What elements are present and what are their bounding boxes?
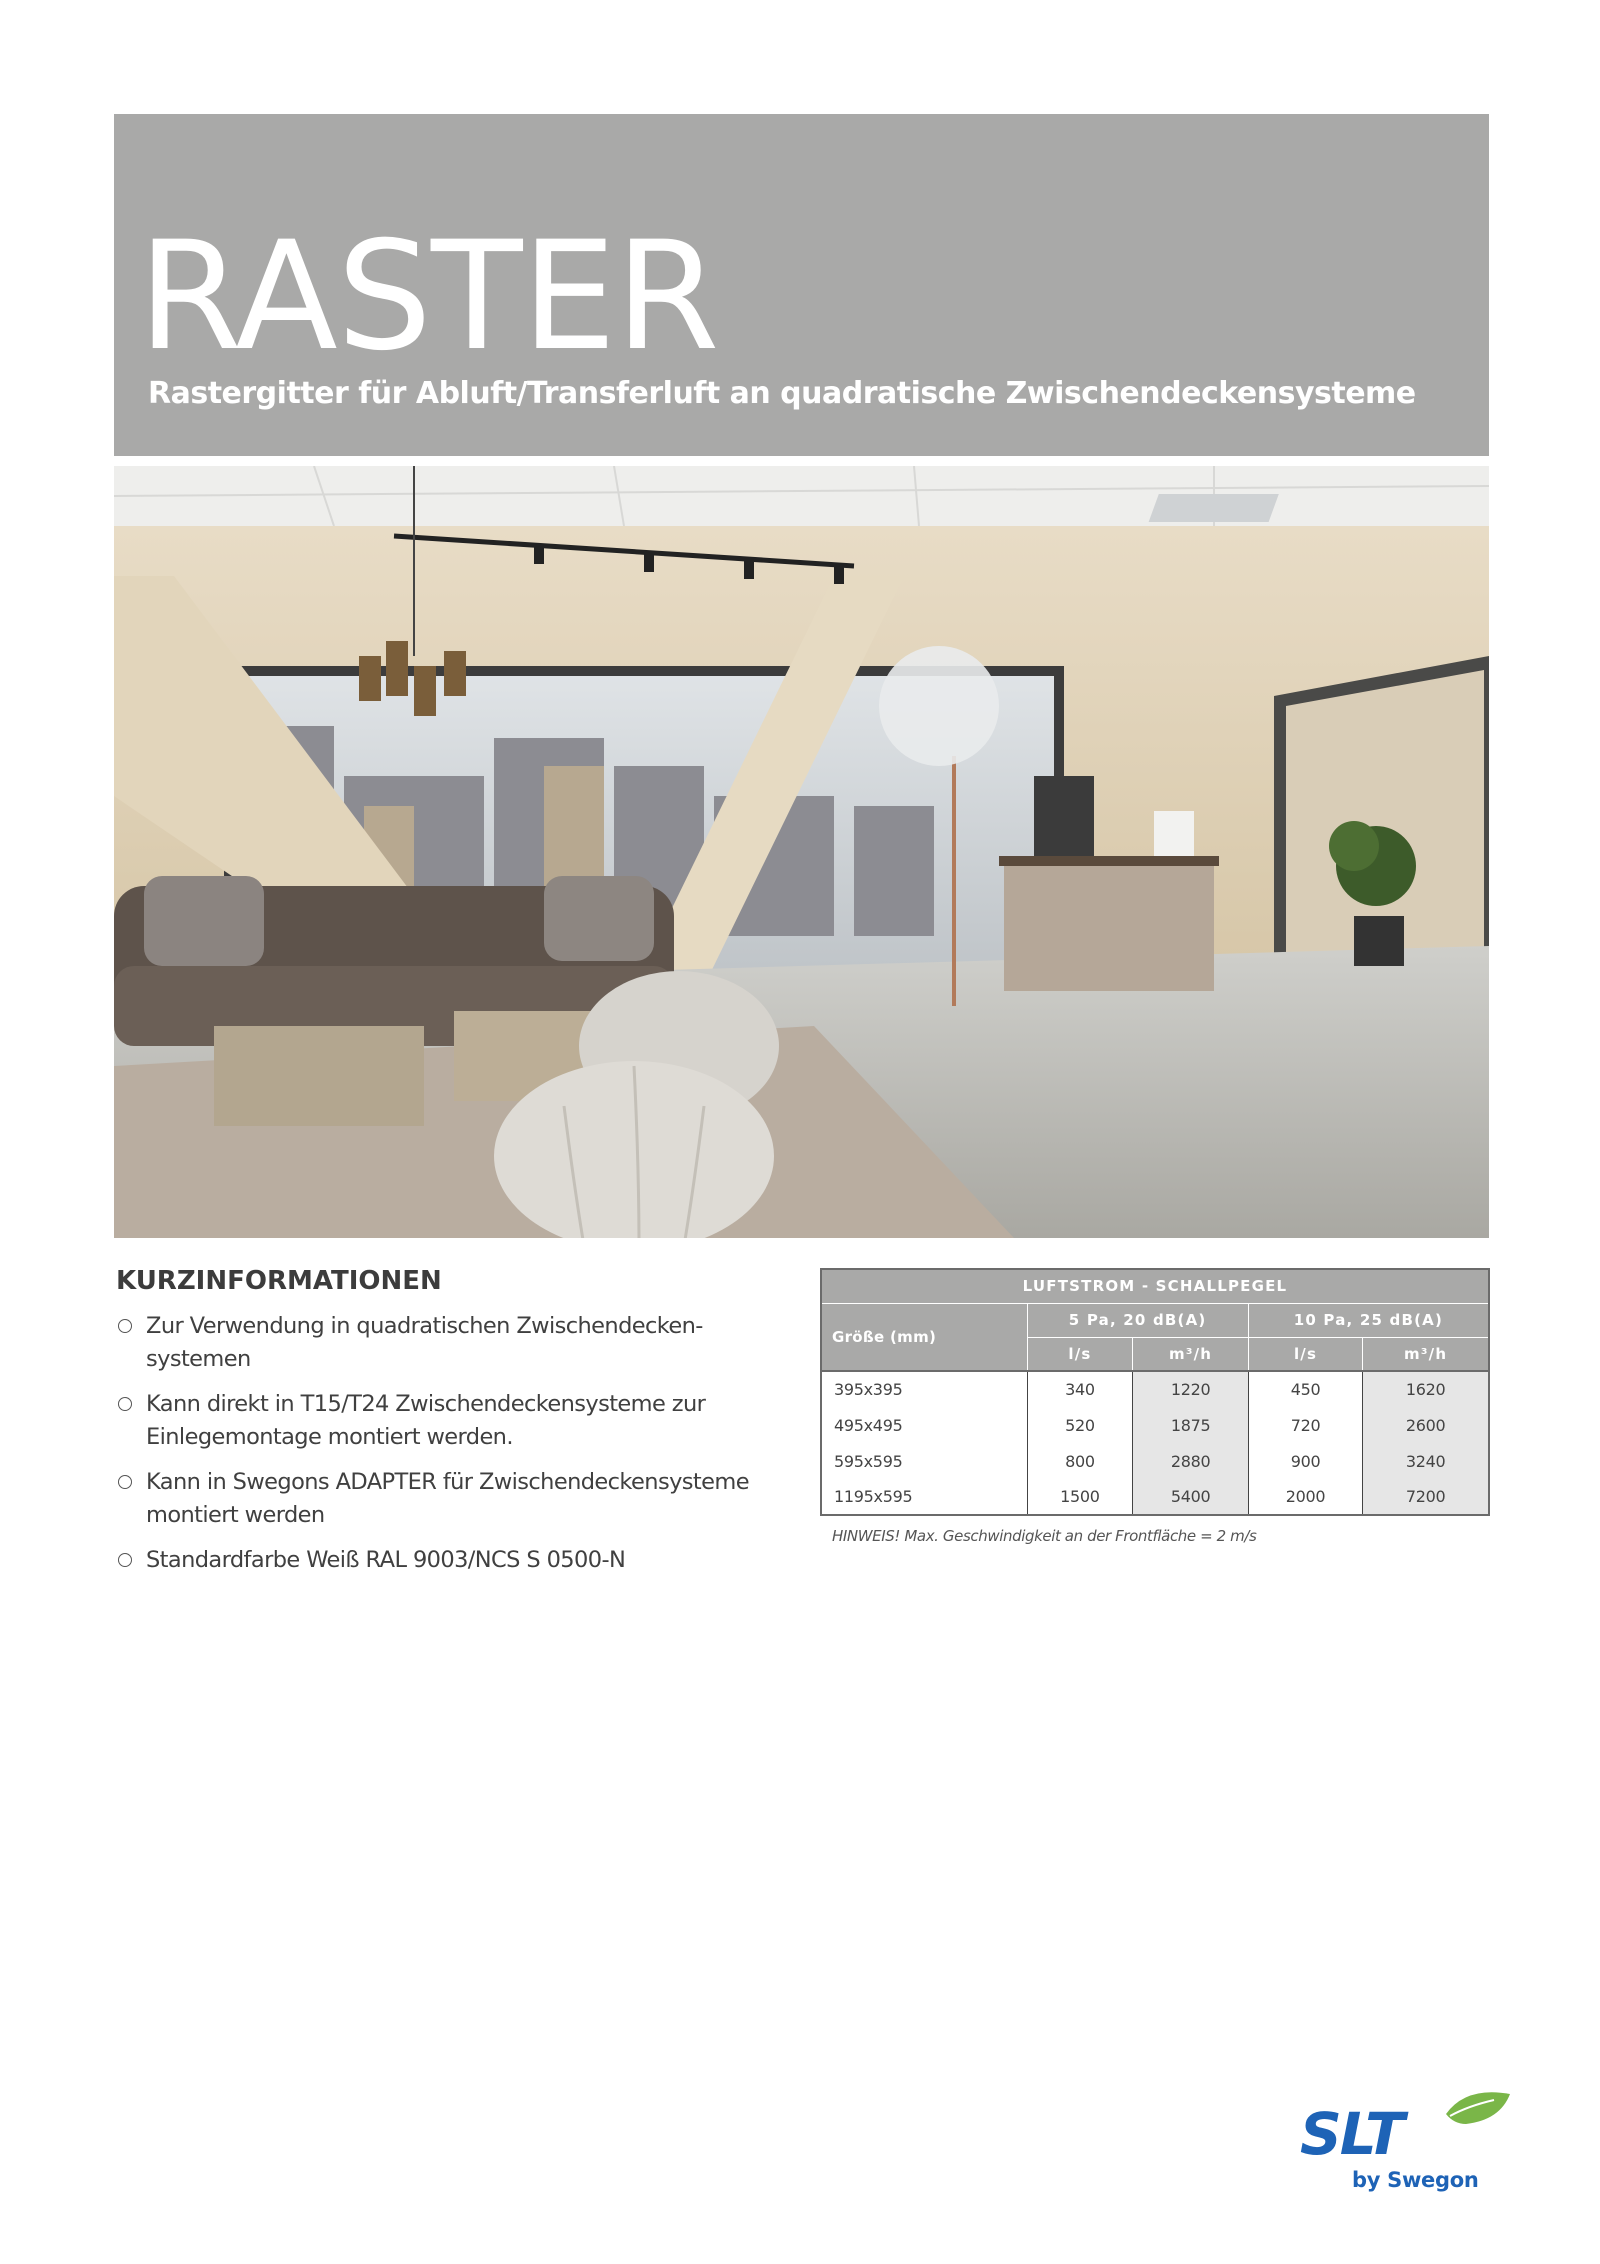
list-item: Kann in Swegons ADAPTER für Zwischendeckensysteme montiert werden bbox=[116, 1466, 796, 1532]
table-cell: 395x395 bbox=[821, 1371, 1027, 1407]
airflow-table bbox=[820, 1268, 1490, 1516]
table-row bbox=[821, 1371, 1489, 1407]
table-cell: 2880 bbox=[1133, 1443, 1248, 1479]
circle-bullet-icon bbox=[118, 1475, 132, 1489]
table-cell: 1500 bbox=[1027, 1479, 1133, 1515]
unit-header: m³/h bbox=[1363, 1337, 1489, 1371]
table-cell: 2000 bbox=[1248, 1479, 1362, 1515]
table-cell: 1195x595 bbox=[834, 1487, 913, 1506]
list-item: Kann direkt in T15/T24 Zwischendeckensysteme zur Einlegemontage montiert werden. bbox=[116, 1388, 796, 1454]
size-header: Größe (mm) bbox=[821, 1303, 1027, 1371]
list-item: Zur Verwendung in quadratischen Zwischendecken-systemen bbox=[116, 1310, 796, 1376]
kurzinfo-title: KURZINFORMATIONEN bbox=[116, 1266, 442, 1296]
interior-room-photo-icon bbox=[114, 466, 1489, 1238]
group-header: 5 Pa, 20 dB(A) bbox=[1027, 1303, 1248, 1337]
table-cell: 720 bbox=[1248, 1407, 1362, 1443]
list-item: Standardfarbe Weiß RAL 9003/NCS S 0500-N bbox=[116, 1544, 796, 1577]
circle-bullet-icon bbox=[118, 1553, 132, 1567]
table-cell: 1875 bbox=[1133, 1407, 1248, 1443]
table-cell: 5400 bbox=[1133, 1479, 1248, 1515]
table-cell: 2600 bbox=[1363, 1407, 1489, 1443]
table-caption: LUFTSTROM - SCHALLPEGEL bbox=[821, 1269, 1489, 1303]
table-cell: 340 bbox=[1027, 1371, 1133, 1407]
table-cell: 900 bbox=[1248, 1443, 1362, 1479]
table-cell: 1620 bbox=[1363, 1371, 1489, 1407]
table-row bbox=[821, 1479, 1489, 1515]
table-cell: 3240 bbox=[1363, 1443, 1489, 1479]
table-cell: 800 bbox=[1027, 1443, 1133, 1479]
table-cell: 520 bbox=[1027, 1407, 1133, 1443]
kurzinfo-list bbox=[116, 1310, 796, 1589]
circle-bullet-icon bbox=[118, 1319, 132, 1333]
logo-by-text: by Swegon bbox=[1352, 2168, 1479, 2192]
table-cell: 7200 bbox=[1363, 1479, 1489, 1515]
table-cell: 595x595 bbox=[834, 1451, 903, 1471]
group-header: 10 Pa, 25 dB(A) bbox=[1248, 1303, 1489, 1337]
page-title: RASTER bbox=[138, 210, 719, 384]
circle-bullet-icon bbox=[118, 1397, 132, 1411]
table-row bbox=[821, 1443, 1489, 1479]
table-note: HINWEIS! Max. Geschwindigkeit an der Frontfläche = 2 m/s bbox=[832, 1527, 1257, 1545]
table-cell: 450 bbox=[1248, 1371, 1362, 1407]
table-cell: 495x495 bbox=[834, 1415, 903, 1435]
unit-header: m³/h bbox=[1133, 1337, 1248, 1371]
table-cell: 1220 bbox=[1133, 1371, 1248, 1407]
page-subtitle: Rastergitter für Abluft/Transferluft an quadratische Zwischendeckensysteme bbox=[148, 376, 1416, 411]
header-banner bbox=[114, 114, 1489, 456]
table-row bbox=[821, 1407, 1489, 1443]
hero-photo bbox=[114, 466, 1489, 1238]
unit-header: l/s bbox=[1027, 1337, 1133, 1371]
svg-text:SLT: SLT bbox=[1300, 2100, 1403, 2168]
unit-header: l/s bbox=[1248, 1337, 1362, 1371]
